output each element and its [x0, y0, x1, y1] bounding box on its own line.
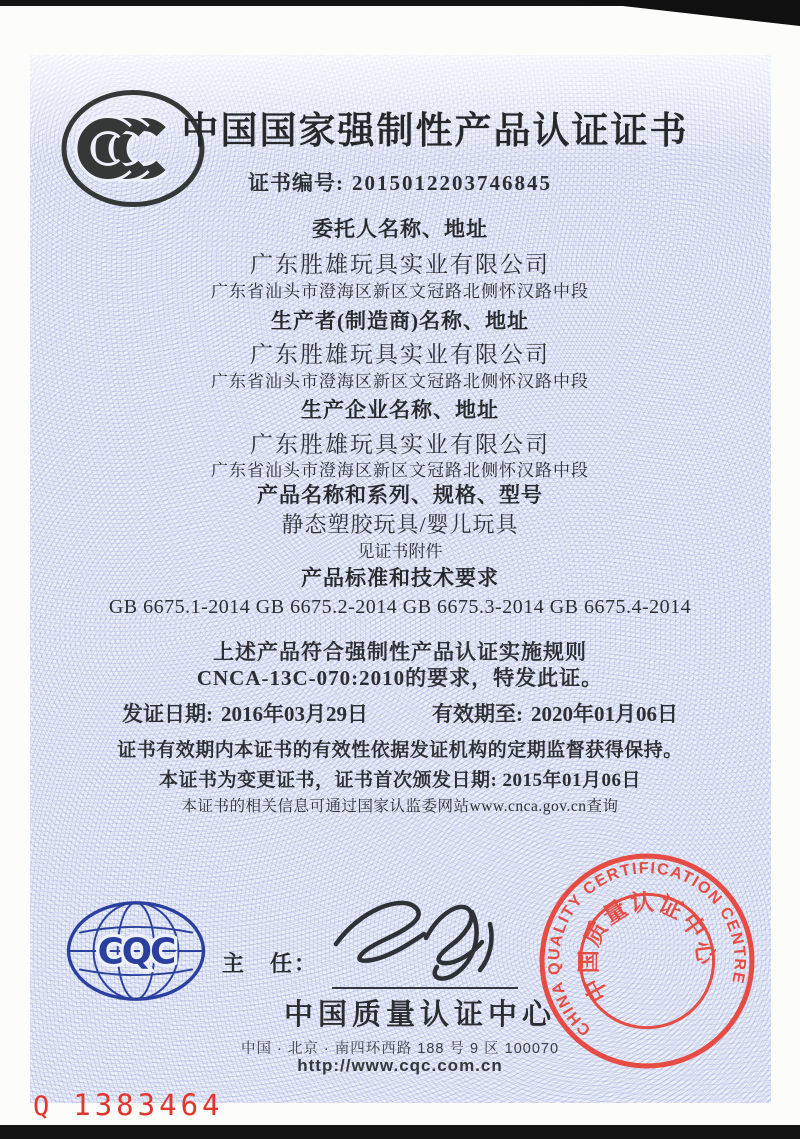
- serial-number: [33, 1088, 223, 1122]
- validity-note: 证书有效期内本证书的有效性依据发证机构的定期监督获得保持。: [117, 740, 683, 761]
- scan-edge-bottom: [0, 1125, 800, 1139]
- manufacturer-heading: 生产者(制造商)名称、地址: [271, 309, 529, 333]
- organization-name: 中国质量认证中心: [283, 999, 556, 1031]
- info-note: 本证书的相关信息可通过国家认监委网站www.cnca.gov.cn查询: [181, 798, 619, 815]
- cqc-logo-text: CQC: [97, 931, 175, 973]
- serial-prefix: Q: [33, 1091, 50, 1122]
- manufacturer-address: 广东省汕头市澄海区新区文冠路北侧怀汉路中段: [211, 372, 589, 391]
- serial-digits: 1383464: [73, 1088, 224, 1122]
- expiry-date-label: 有效期至:: [432, 702, 523, 726]
- applicant-name: 广东胜雄玩具实业有限公司: [250, 252, 550, 277]
- director-label: 主 任：: [222, 951, 319, 976]
- factory-address: 广东省汕头市澄海区新区文冠路北侧怀汉路中段: [211, 461, 589, 480]
- issue-date-value: 2016年03月29日: [221, 702, 368, 726]
- organization-address: 中国 · 北京 · 南四环西路 188 号 9 区 100070: [240, 1041, 560, 1057]
- factory-name: 广东胜雄玩具实业有限公司: [250, 432, 550, 457]
- dates-row: [0, 698, 800, 728]
- attachment-note: 见证书附件: [357, 542, 443, 561]
- declaration-line2: CNCA-13C-070:2010的要求，特发此证。: [196, 666, 604, 690]
- issue-date-label: 发证日期:: [122, 702, 213, 726]
- signature-line: [332, 987, 518, 989]
- certificate-title: 中国国家强制性产品认证证书: [181, 111, 689, 152]
- seal-english-text: CHINA QUALITY CERTIFICATION CENTRE: [544, 859, 749, 1040]
- red-seal-stamp-icon: [536, 850, 758, 1072]
- organization-url: http://www.cqc.com.cn: [297, 1056, 503, 1075]
- change-note: 本证书为变更证书，证书首次颁发日期: 2015年01月06日: [158, 770, 642, 791]
- declaration-line1: 上述产品符合强制性产品认证实施规则: [213, 640, 587, 664]
- svg-text:CHINA QUALITY CERTIFICATION CE: [536, 850, 758, 1044]
- factory-heading: 生产企业名称、地址: [301, 398, 499, 422]
- director-signature: [322, 884, 522, 986]
- manufacturer-name: 广东胜雄玩具实业有限公司: [250, 342, 550, 367]
- expiry-date-value: 2020年01月06日: [531, 702, 678, 726]
- standards-list: GB 6675.1-2014 GB 6675.2-2014 GB 6675.3-2014 GB 6675.4-2014: [108, 596, 692, 618]
- seal-chinese-text: 中国质量认证中心: [576, 889, 719, 1006]
- expiry-date-group: [432, 698, 678, 728]
- applicant-heading: 委托人名称、地址: [312, 217, 488, 241]
- standards-heading: 产品标准和技术要求: [301, 566, 499, 590]
- cqc-globe-icon: [62, 898, 210, 1004]
- scan-edge-corner: [570, 0, 800, 26]
- certificate-number-label: 证书编号:: [248, 171, 344, 195]
- product-heading: 产品名称和系列、规格、型号: [257, 483, 543, 507]
- certificate-number-value: 2015012203746845: [352, 171, 552, 195]
- issue-date-group: [122, 698, 368, 728]
- applicant-address: 广东省汕头市澄海区新区文冠路北侧怀汉路中段: [211, 282, 589, 301]
- product-name: 静态塑胶玩具/婴儿玩具: [281, 512, 519, 537]
- certificate-number-row: [0, 167, 800, 197]
